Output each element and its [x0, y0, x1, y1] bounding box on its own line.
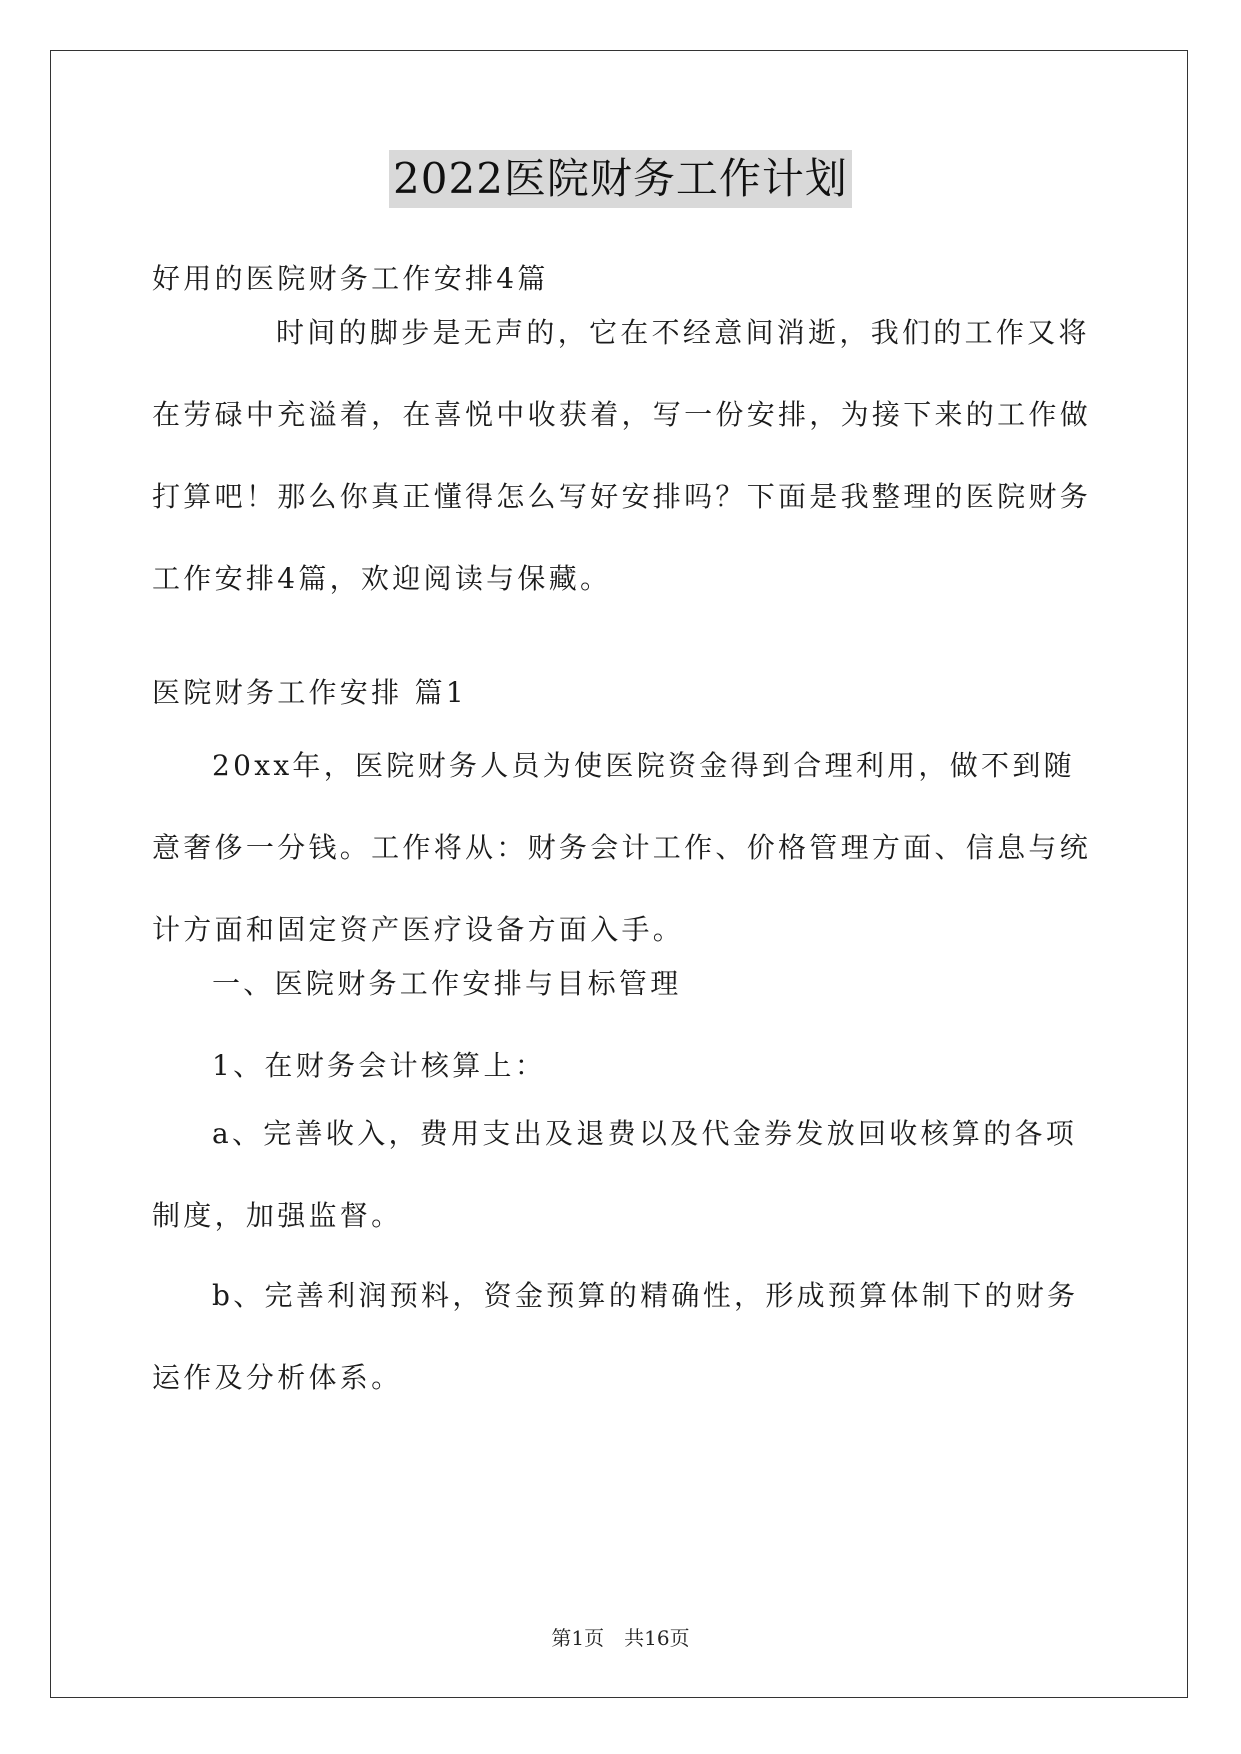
- subtitle: 好用的医院财务工作安排4篇: [152, 262, 549, 295]
- body-paragraph-1: 20xx年，医院财务人员为使医院资金得到合理利用，做不到随意奢侈一分钱。工作将从：财务会计工作、价格管理方面、信息与统计方面和固定资产医疗设备方面入手。: [152, 749, 1092, 946]
- body-paragraph-3: 1、在财务会计核算上：: [212, 1049, 547, 1082]
- title-container: [0, 150, 1241, 208]
- body-paragraph-5: b、完善利润预料，资金预算的精确性，形成预算体制下的财务运作及分析体系。: [152, 1279, 1079, 1394]
- body-paragraph-2: 一、医院财务工作安排与目标管理: [212, 967, 682, 1000]
- document-title: 2022医院财务工作计划: [389, 150, 852, 208]
- intro-paragraph: 时间的脚步是无声的，它在不经意间消逝，我们的工作又将在劳碌中充溢着，在喜悦中收获着，写一份安排，为接下来的工作做打算吧！那么你真正懂得怎么写好安排吗？下面是我整理的医院财务工作安排4篇，欢迎阅读与保藏。: [152, 316, 1092, 595]
- body-paragraph-4: a、完善收入，费用支出及退费以及代金券发放回收核算的各项制度，加强监督。: [152, 1117, 1078, 1232]
- section-heading: 医院财务工作安排 篇1: [152, 676, 468, 709]
- page-footer: 第1页 共16页: [551, 1626, 690, 1650]
